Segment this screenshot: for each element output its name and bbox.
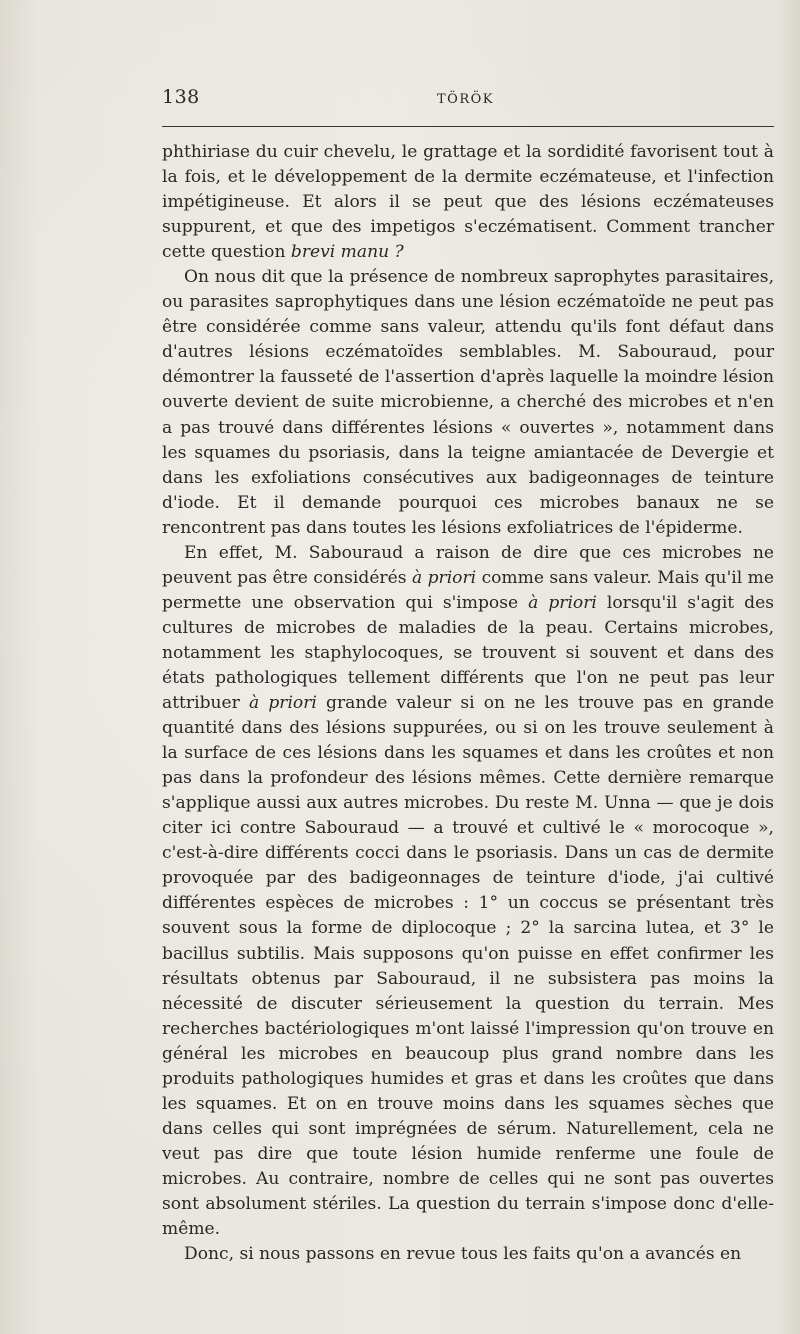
header-rule <box>162 126 774 127</box>
paragraph <box>162 140 774 265</box>
paragraph <box>162 265 774 541</box>
text-run: comme sans valeur. Mais qu'il me permette une observation qui s'impose <box>162 567 774 613</box>
text-run: Donc, si nous passons en revue tous les faits qu'on a avancés en <box>184 1244 742 1265</box>
italic-text-run: à priori <box>528 592 597 613</box>
text-run: lorsqu'il s'agit des cultures de microbes de maladies de la peau. Certains microbes, notamment les staphylocoques, se trouvent si souvent et dans des états pathologiques tellement différents que l'on ne peut pas leur attribuer <box>162 592 775 714</box>
text-run: On nous dit que la présence de nombreux saprophytes parasitaires, ou parasites saprophytiques dans une lésion eczématoïde ne peut pas être considérée comme sans valeur, attendu qu'ils font défaut dans d'autres lésions eczématoïdes semblables. M. Sabouraud, pour démontrer la fausseté de l'assertion d'après laquelle la moindre lésion ouverte devient de suite microbienne, a cherché des microbes et n'en a pas trouvé dans différentes lésions « ouvertes », notamment dans les squames du psoriasis, dans la teigne amiantacée de Devergie et dans les exfoliations consécutives aux badigeonnages de teinture d'iode. Et il demande pourquoi ces microbes banaux ne se rencontrent pas dans toutes les lésions exfoliatrices de l'épiderme. <box>162 267 774 538</box>
italic-text-run: à priori <box>248 693 317 714</box>
paragraph <box>162 1242 774 1267</box>
page-number: 138 <box>162 86 200 108</box>
italic-text-run: brevi manu ? <box>290 242 404 263</box>
text-run: phthiriase du cuir chevelu, le grattage et la sordidité favorisent tout à la fois, et le développement de la dermite eczémateuse, et l'infection impétigineuse. Et alors il se peut que des lésions eczémateuses suppurent, et que des impetigos s'eczématisent. Comment trancher cette question <box>162 142 774 263</box>
running-head: TÖRÖK <box>437 92 494 107</box>
paragraph <box>162 541 774 1242</box>
text-run: En effet, M. Sabouraud a raison de dire que ces microbes ne peuvent pas être considérés <box>162 542 774 588</box>
page-header <box>162 86 774 116</box>
text-run: grande valeur si on ne les trouve pas en grande quantité dans des lésions suppurées, ou si on les trouve seulement à la surface de ces lésions dans les squames et dans les croûtes et non pas dans la profondeur des lésions mêmes. Cette dernière remarque s'applique aussi aux autres microbes. Du reste M. Unna — que je dois citer ici contre Sabouraud — a trouvé et cultivé le « morocoque », c'est-à-dire différents cocci dans le psoriasis. Dans un cas de dermite provoquée par des badigeonnages de teinture d'iode, j'ai cultivé différentes espèces de microbes : 1° un coccus se présentant très souvent sous la forme de diplocoque ; 2° la sarcina lutea, et 3° le bacillus subtilis. Mais supposons qu'on puisse en effet confirmer les résultats obtenus par Sabouraud, il ne subsistera pas moins la nécessité de discuter sérieusement la question du terrain. Mes recherches bactériologiques m'ont laissé l'impression qu'on trouve en général les microbes en beaucoup plus grand nombre dans les produits pathologiques humides et gras et dans les croûtes que dans les squames. Et on en trouve moins dans les squames sèches que dans celles qui sont imprégnées de sérum. Naturellement, cela ne veut pas dire que toute lésion humide renferme une foule de microbes. Au contraire, nombre de celles qui ne sont pas ouvertes sont absolument stériles. La question du terrain s'impose donc d'elle-même. <box>162 693 775 1240</box>
body-text <box>162 140 774 1267</box>
italic-text-run: à priori <box>411 567 477 588</box>
